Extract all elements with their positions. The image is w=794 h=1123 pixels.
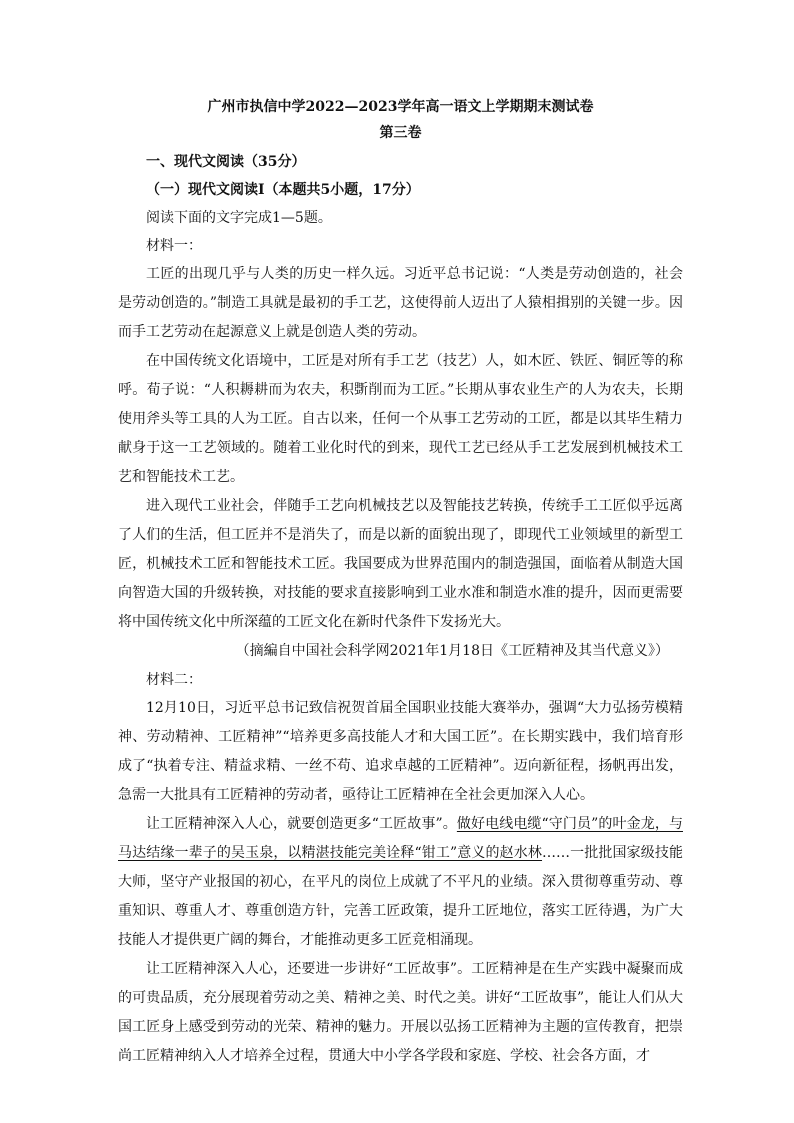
exam-subtitle: 第三卷	[379, 125, 422, 141]
paragraph-2-intro: 让工匠精神深入人心，就要创造更多“工匠故事”。	[146, 816, 457, 832]
material-two-label: 材料二：	[146, 672, 202, 688]
exam-title: 广州市执信中学2022—2023学年高一语文上学期期末测试卷	[207, 99, 594, 115]
material-one-paragraph-2: 在中国传统文化语境中，工匠是对所有手工艺（技艺）人，如木匠、铁匠、铜匠等的称呼。荀子说：“人积耨耕而为农夫，积斲削而为工匠。”长期从事农业生产的人为农夫，长期使用斧头等工具的人为工匠。自古以来，任何一个从事工艺劳动的工匠，都是以其毕生精力献身于这一工艺领域的。随着工业化时代的到来，现代工艺已经从手工艺发展到机械技术工艺和智能技术工艺。	[118, 353, 683, 485]
material-one-paragraph-1: 工匠的出现几乎与人类的历史一样久远。习近平总书记说：“人类是劳动创造的，社会是劳动创造的。”制造工具就是最初的手工艺，这使得前人迈出了人猿相揖别的关键一步。因而手工艺劳动在起源意义上就是创造人类的劳动。	[118, 266, 683, 340]
material-one-paragraph-3: 进入现代工业社会，伴随手工艺向机械技艺以及智能技艺转换，传统手工工匠似乎远离了人们的生活，但工匠并不是消失了，而是以新的面貌出现了，即现代工业领域里的新型工匠，机械技术工匠和智能技术工匠。我国要成为世界范围内的制造强国，面临着从制造大国向智造大国的升级转换，对技能的要求直接影响到工业水准和制造水准的提升，因而更需要将中国传统文化中所深蕴的工匠文化在新时代条件下发扬光大。	[118, 498, 683, 630]
reading-instruction: 阅读下面的文字完成1—5题。	[146, 210, 332, 226]
material-two-paragraph-2	[118, 810, 683, 955]
underlined-examples: 做好电线电缆“守门员”的叶金龙，与马达结缘一辈子的吴玉泉，以精湛技能完美诠释“钳工”意义的赵水林	[118, 816, 683, 861]
material-one-label: 材料一：	[146, 238, 202, 254]
paragraph-2-rest: ……一批批国家级技能大师，坚守产业报国的初心，在平凡的岗位上成就了不平凡的业绩。深入贯彻尊重劳动、尊重知识、尊重人才、尊重创造方针，完善工匠政策，提升工匠地位，落实工匠待遇，为广大技能人才提供更广阔的舞台，才能推动更多工匠竞相涌现。	[118, 845, 683, 948]
material-one-source: （摘編自中国社会科学网2021年1月18日《工匠精神及其当代意义》）	[235, 643, 669, 659]
material-two-paragraph-3: 让工匠精神深入人心，还要进一步讲好“工匠故事”。工匠精神是在生产实践中凝聚而成的可贵品质，充分展现着劳动之美、精神之美、时代之美。讲好“工匠故事”，能让人们从大国工匠身上感受到劳动的光荣、精神的魅力。开展以弘扬工匠精神为主题的宣传教育，把崇尚工匠精神纳入人才培养全过程，贯通大中小学各学段和家庭、学校、社会各方面，才	[118, 961, 683, 1064]
section-heading: 一、现代文阅读（35分）	[146, 154, 306, 170]
subsection-heading: （一）现代文阅读Ⅰ（本题共5小题，17分）	[146, 182, 420, 198]
document-content	[118, 94, 683, 1071]
material-two-paragraph-1: 12月10日，习近平总书记致信祝贺首届全国职业技能大赛举办，强调“大力弘扬劳模精神、劳动精神、工匠精神”“培养更多高技能人才和大国工匠”。在长期实践中，我们培育形成了“执着专注、精益求精、一丝不苟、追求卓越的工匠精神”。迈向新征程，扬帆再出发，急需一大批具有工匠精神的劳动者，亟待让工匠精神在全社会更加深入人心。	[118, 700, 683, 803]
